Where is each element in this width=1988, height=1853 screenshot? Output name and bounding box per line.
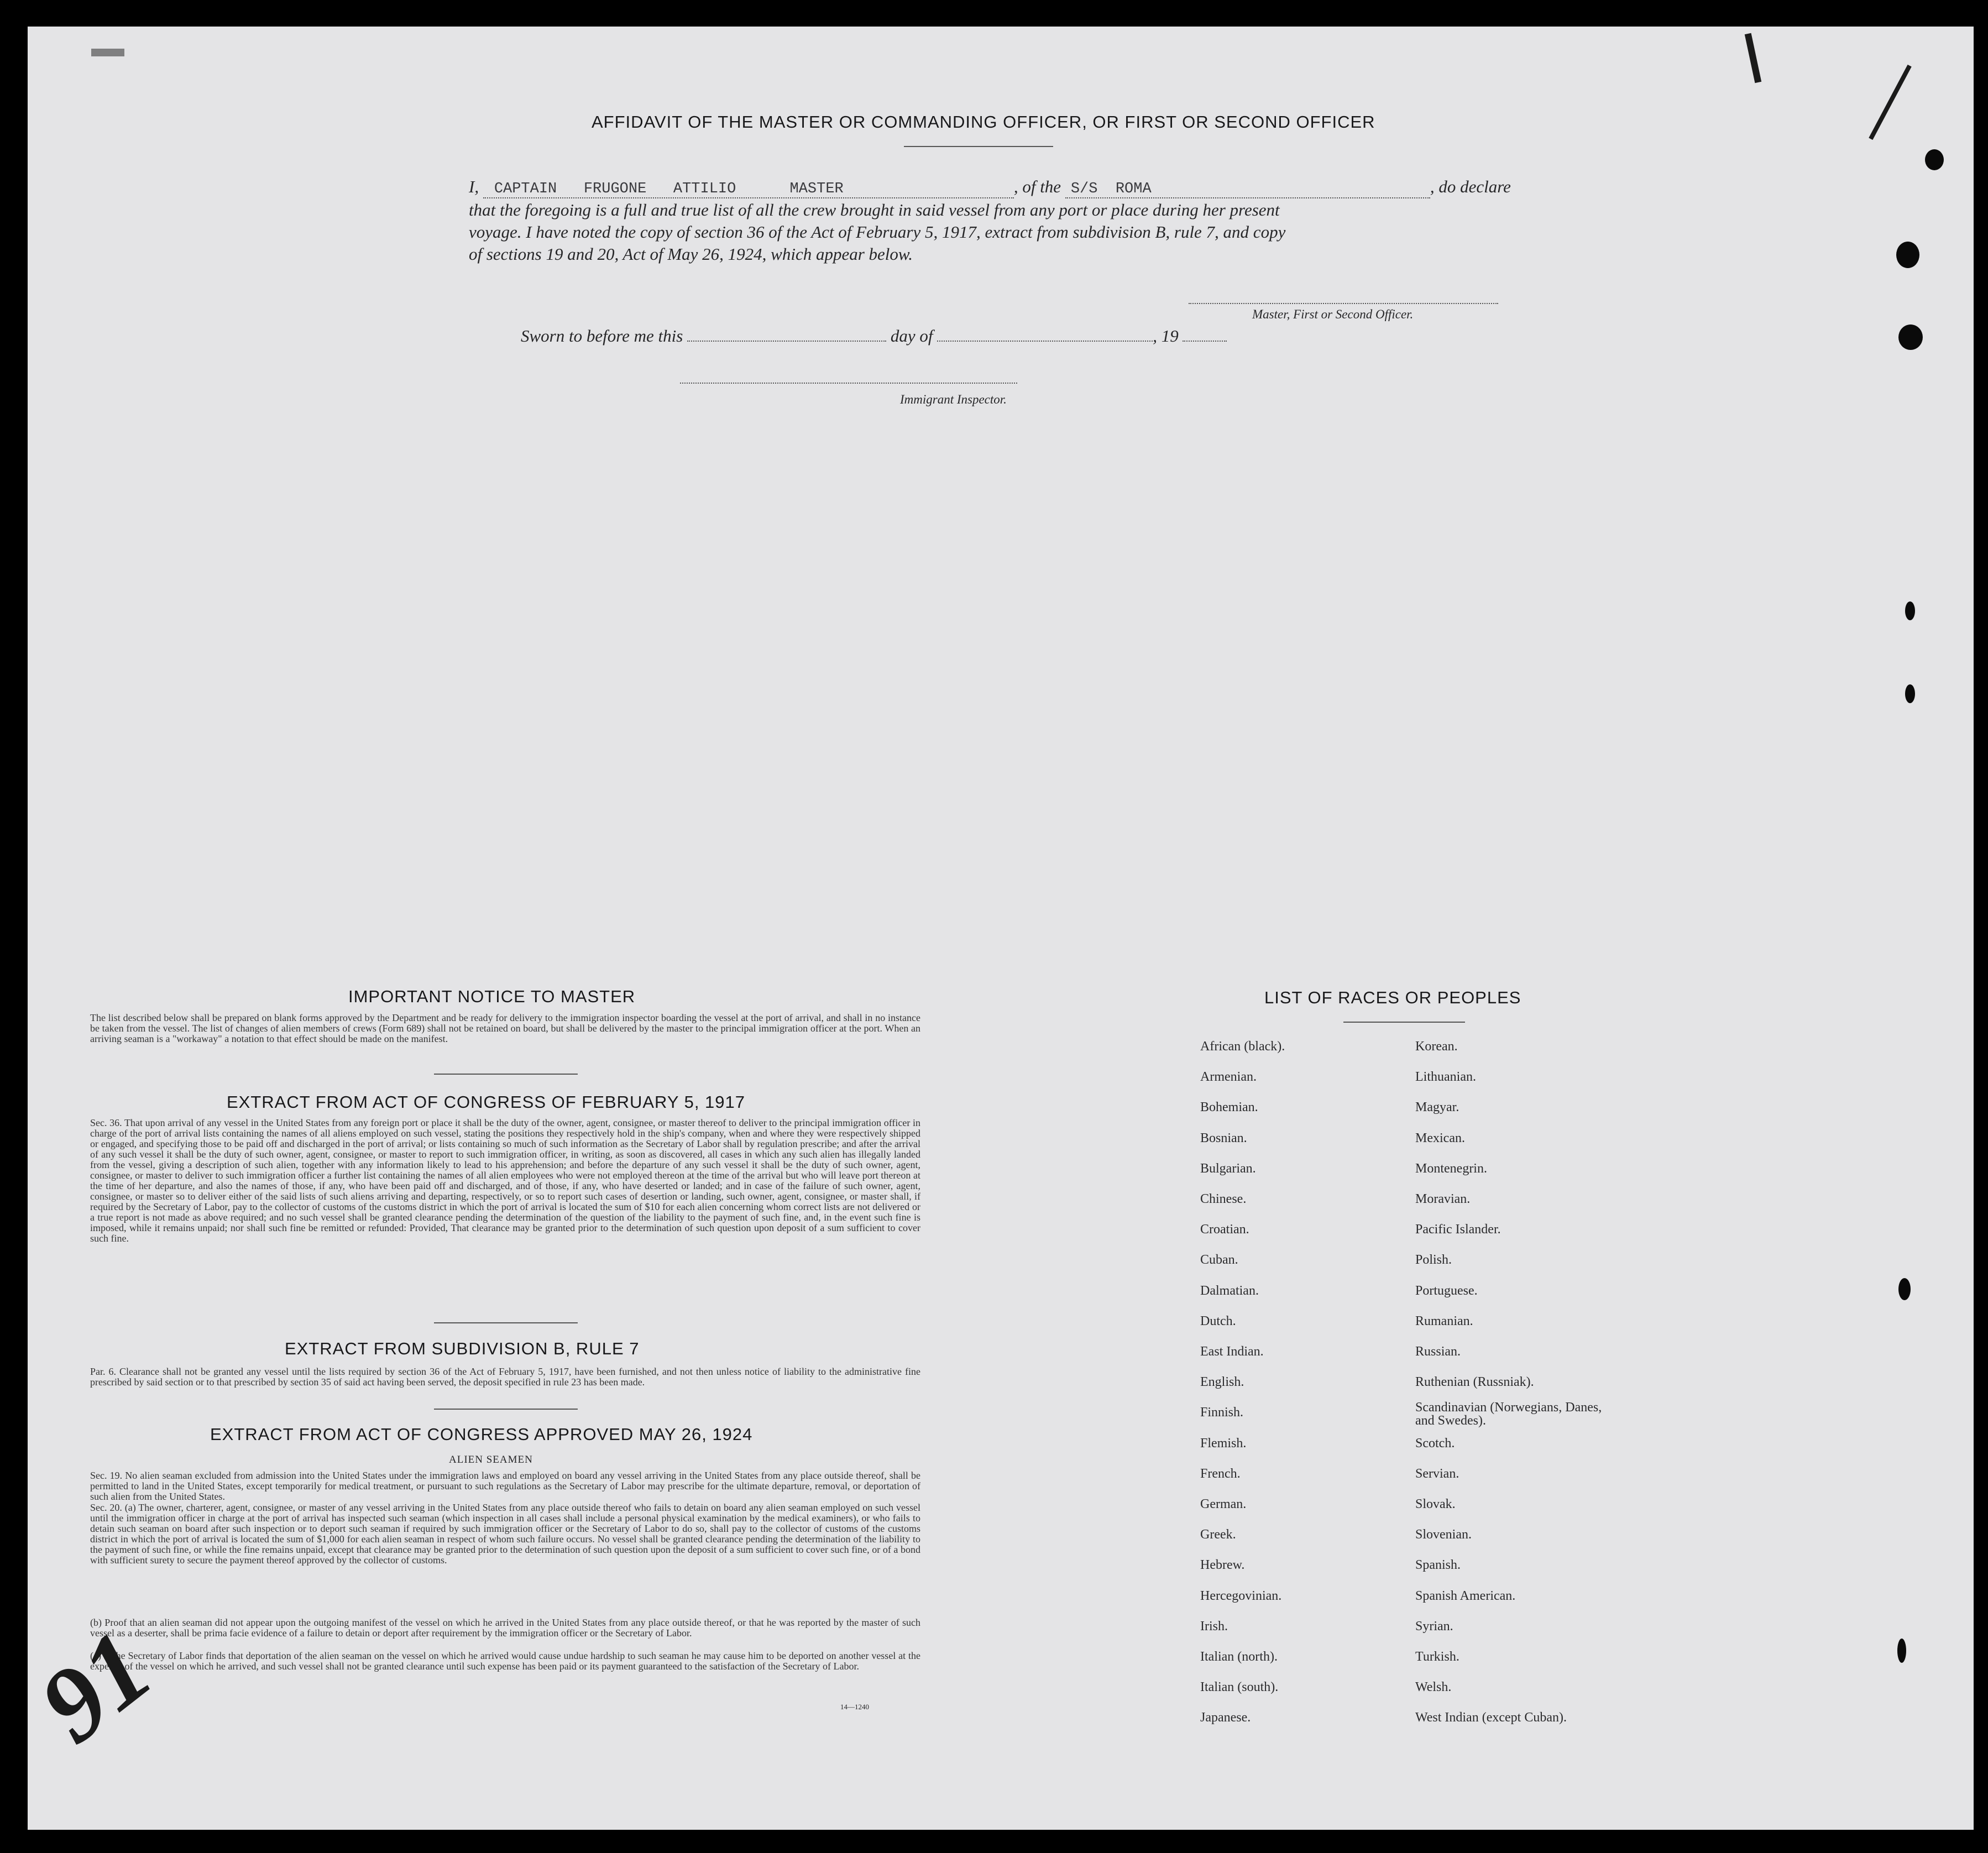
affidavit-do-declare: , do declare — [1430, 177, 1511, 196]
race-item: Spanish American. — [1415, 1588, 1516, 1603]
race-item: East Indian. — [1200, 1344, 1264, 1359]
race-item: Pacific Islander. — [1415, 1222, 1501, 1237]
notice-title: IMPORTANT NOTICE TO MASTER — [348, 987, 636, 1006]
race-item: Turkish. — [1415, 1650, 1459, 1664]
race-item: Moravian. — [1415, 1192, 1471, 1206]
race-item: West Indian (except Cuban). — [1415, 1710, 1567, 1725]
extract-1924-sec20c: (c) If the Secretary of Labor finds that deportation of the alien seaman on the vessel on which he arrived would cause undue hardship to such seaman he may cause him to be deported on another vessel at the expense of the vessel on which he arrived, and such vessel shall not be granted clearance until such expense has been paid or its payment guaranteed to the satisfaction of the Secretary of Labor. — [90, 1650, 920, 1672]
race-item: Greek. — [1200, 1527, 1236, 1542]
extract-1924-sec19: Sec. 19. No alien seaman excluded from admission into the United States under the immigration laws and employed on board any vessel arriving in the United States from any place outside thereof, shall be permitted to land in the United States, except temporarily for medical treatment, or pursuant to such regulations as the Secretary of Labor may prescribe for the ultimate departure, removal, or deportation of such alien from the United States. — [90, 1470, 920, 1502]
punch-hole-mark — [1905, 684, 1915, 703]
race-item: Polish. — [1415, 1253, 1452, 1268]
punch-hole-mark — [1896, 242, 1919, 268]
punch-hole-mark — [1898, 1278, 1911, 1300]
inspector-caption: Immigrant Inspector. — [900, 392, 1007, 406]
race-item: Servian. — [1415, 1466, 1459, 1481]
form-number: 14—1240 — [840, 1703, 869, 1711]
affidavit-i-prefix: I, — [469, 177, 479, 196]
race-item: Flemish. — [1200, 1436, 1247, 1451]
extract-rule7-title: EXTRACT FROM SUBDIVISION B, RULE 7 — [285, 1339, 640, 1358]
divider — [904, 146, 1053, 147]
sworn-line — [521, 326, 1227, 346]
punch-hole-mark — [1897, 1639, 1906, 1663]
master-name-field — [483, 177, 1014, 198]
race-item: Bohemian. — [1200, 1100, 1258, 1115]
vessel-name-value: S/S ROMA — [1070, 181, 1152, 197]
race-item: French. — [1200, 1466, 1241, 1481]
extract-1917-title: EXTRACT FROM ACT OF CONGRESS OF FEBRUARY 5, 1917 — [227, 1092, 746, 1112]
race-item: Ruthenian (Russniak). — [1415, 1375, 1534, 1390]
affidavit-line-3: voyage. I have noted the copy of section 36 of the Act of February 5, 1917, extract from subdivision B, rule 7, and copy — [469, 222, 1286, 242]
race-item: Dalmatian. — [1200, 1283, 1259, 1298]
race-item: Korean. — [1415, 1039, 1458, 1054]
race-item: Russian. — [1415, 1344, 1461, 1359]
race-item: Irish. — [1200, 1619, 1228, 1634]
master-signature-line — [1189, 303, 1498, 304]
race-item: Lithuanian. — [1415, 1070, 1476, 1085]
race-item: Armenian. — [1200, 1070, 1257, 1085]
affidavit-line-4: of sections 19 and 20, Act of May 26, 1924, which appear below. — [469, 244, 913, 264]
sworn-year-field — [1183, 341, 1227, 342]
race-item: African (black). — [1200, 1039, 1285, 1054]
race-item: Chinese. — [1200, 1192, 1247, 1206]
race-item: Cuban. — [1200, 1253, 1238, 1268]
affidavit-of-the: , of the — [1013, 177, 1061, 196]
extract-rule7-text: Par. 6. Clearance shall not be granted any vessel until the lists required by section 36 of the Act of February 5, 1917, have been furnished, and not then unless notice of liability to the administrative fine prescribed by said section or to that prescribed by section 35 of said act having been served, the deposit specified in rule 23 has been made. — [90, 1366, 920, 1388]
extract-1924-sec20b: (b) Proof that an alien seaman did not appear upon the outgoing manifest of the vessel on which he arrived in the United States from any place outside thereof, or that he was reported by the master of such vessel as a deserter, shall be prima facie evidence of a failure to detain or deport after requirement by the immigration officer or the Secretary of Labor. — [90, 1617, 920, 1639]
sworn-text: Sworn to before me this — [521, 326, 683, 346]
divider — [434, 1409, 578, 1410]
divider — [1343, 1022, 1465, 1023]
race-item: Bosnian. — [1200, 1130, 1247, 1145]
race-item: Dutch. — [1200, 1313, 1236, 1328]
race-item: Spanish. — [1415, 1558, 1461, 1573]
race-item: Scandinavian (Norwegians, Danes, and Swedes). — [1415, 1400, 1602, 1428]
race-item: Japanese. — [1200, 1710, 1251, 1725]
race-item: Hercegovinian. — [1200, 1588, 1282, 1603]
sworn-month-field — [937, 341, 1153, 342]
races-title: LIST OF RACES OR PEOPLES — [1264, 988, 1521, 1007]
race-item: English. — [1200, 1375, 1244, 1390]
punch-hole-mark — [1925, 149, 1944, 170]
affidavit-title: AFFIDAVIT OF THE MASTER OR COMMANDING OFFICER, OR FIRST OR SECOND OFFICER — [592, 112, 1375, 132]
affidavit-line-2: that the foregoing is a full and true list of all the crew brought in said vessel from any port or place during her present — [469, 200, 1280, 219]
extract-1924-sec20a: Sec. 20. (a) The owner, charterer, agent, consignee, or master of any vessel arriving in the United States from any place outside thereof who fails to detain on board any alien seaman employed on such vessel until the immigration officer in charge at the port of arrival has inspected such seaman (which inspection in all cases shall include a personal physical examination by the medical examiners), or who fails to detain such seaman on board after such inspection or to deport such seaman if required by such immigration officer or the Secretary of Labor to do so, shall pay to the collector of customs of the customs district in which the port of arrival is located the sum of $1,000 for each alien seaman in respect of whom such failure occurs. No vessel shall be granted clearance pending the determination of the liability to the payment of such fine, or while the fine remains unpaid, except that clearance may be granted prior to the determination of such question upon the deposit of a sum sufficient to cover such fine, or of a bond with sufficient surety to secure the payment thereof approved by the collector of customs. — [90, 1502, 920, 1566]
race-item: Welsh. — [1415, 1680, 1452, 1695]
divider — [434, 1322, 578, 1323]
race-item: Portuguese. — [1415, 1283, 1478, 1298]
extract-1924-title: EXTRACT FROM ACT OF CONGRESS APPROVED MAY 26, 1924 — [210, 1425, 753, 1444]
race-item: Finnish. — [1200, 1405, 1244, 1420]
race-item: Slovenian. — [1415, 1527, 1472, 1542]
race-item: Hebrew. — [1200, 1558, 1245, 1573]
race-item: Rumanian. — [1415, 1313, 1473, 1328]
race-item: Mexican. — [1415, 1130, 1465, 1145]
master-signature-caption: Master, First or Second Officer. — [1252, 307, 1414, 321]
year-prefix: , 19 — [1153, 326, 1179, 346]
handwritten-page-number: 91 — [18, 1609, 173, 1765]
master-name-value: CAPTAIN FRUGONE ATTILIO MASTER — [494, 181, 844, 197]
day-of-text: day of — [890, 326, 933, 346]
sworn-day-field — [687, 341, 886, 342]
race-item: Italian (north). — [1200, 1650, 1278, 1664]
race-item: Scotch. — [1415, 1436, 1455, 1451]
race-item: Croatian. — [1200, 1222, 1249, 1237]
alien-seamen-subtitle: ALIEN SEAMEN — [449, 1454, 533, 1465]
extract-1917-text: Sec. 36. That upon arrival of any vessel in the United States from any foreign port or place it shall be the duty of the owner, agent, consignee, or master thereof to deliver to the principal immigration officer in charge of the port of arrival lists containing the names of all aliens employed on such vessel, stating the positions they respectively hold in the ship's company, when and where they were respectively shipped or engaged, and specifying those to be paid off and discharged in the port of arrival; or lists containing so much of such information as the Secretary of Labor shall by regulation prescribe; and after the arrival of any such vessel it shall be the duty of such owner, agent, consignee, or master to report to such immigration officer, in writing, as soon as discovered, all cases in which any such alien has illegally landed from the vessel, giving a description of such alien, together with any information likely to lead to his apprehension; and before the departure of any such vessel it shall be the duty of such owner, agent, consignee, or master to deliver to such immigration officer a further list containing the names of all alien employees who were not employed thereon at the time of the arrival but who will leave port thereon at the time of her departure, and also the names of those, if any, who have been paid off and discharged, and of those, if any, who have deserted or landed; and in case of the failure of such owner, agent, consignee, or master so to deliver either of the said lists of such aliens arriving and departing, respectively, or so to report such cases of desertion or landing, such owner, agent, consignee, or master shall, if required by the Secretary of Labor, pay to the collector of customs of the customs district in which the port of arrival is located the sum of $10 for each alien concerning whom correct lists are not delivered or a true report is not made as above required; and no such vessel shall be granted clearance pending the determination of the question of the liability to the payment of such fine, and, in the event such fine is imposed, while it remains unpaid; nor shall such fine be remitted or refunded: Provided, That clearance may be granted prior to the determination of such question upon deposit of a sum sufficient to cover such fine. — [90, 1117, 920, 1244]
race-item: Magyar. — [1415, 1100, 1459, 1115]
notice-text: The list described below shall be prepared on blank forms approved by the Department and be ready for delivery to the immigration inspector boarding the vessel at the port of arrival, and shall in no instance be taken from the vessel. The list of changes of alien members of crews (Form 689) shall not be retained on board, but shall be delivered by the master to the principal immigration officer at the port. When an arriving seaman is a "workaway" a notation to that effect should be made on the manifest. — [90, 1012, 920, 1044]
punch-hole-mark — [1905, 601, 1915, 620]
race-item: German. — [1200, 1497, 1247, 1511]
scan-mark — [91, 49, 124, 56]
race-item: Montenegrin. — [1415, 1161, 1487, 1176]
affidavit-line-1 — [469, 177, 1511, 198]
race-item: Slovak. — [1415, 1497, 1456, 1511]
punch-hole-mark — [1898, 324, 1923, 350]
race-item: Syrian. — [1415, 1619, 1453, 1634]
race-item: Italian (south). — [1200, 1680, 1279, 1695]
vessel-name-field — [1065, 177, 1430, 198]
inspector-signature-line — [680, 383, 1017, 384]
race-item: Bulgarian. — [1200, 1161, 1256, 1176]
divider — [434, 1074, 578, 1075]
